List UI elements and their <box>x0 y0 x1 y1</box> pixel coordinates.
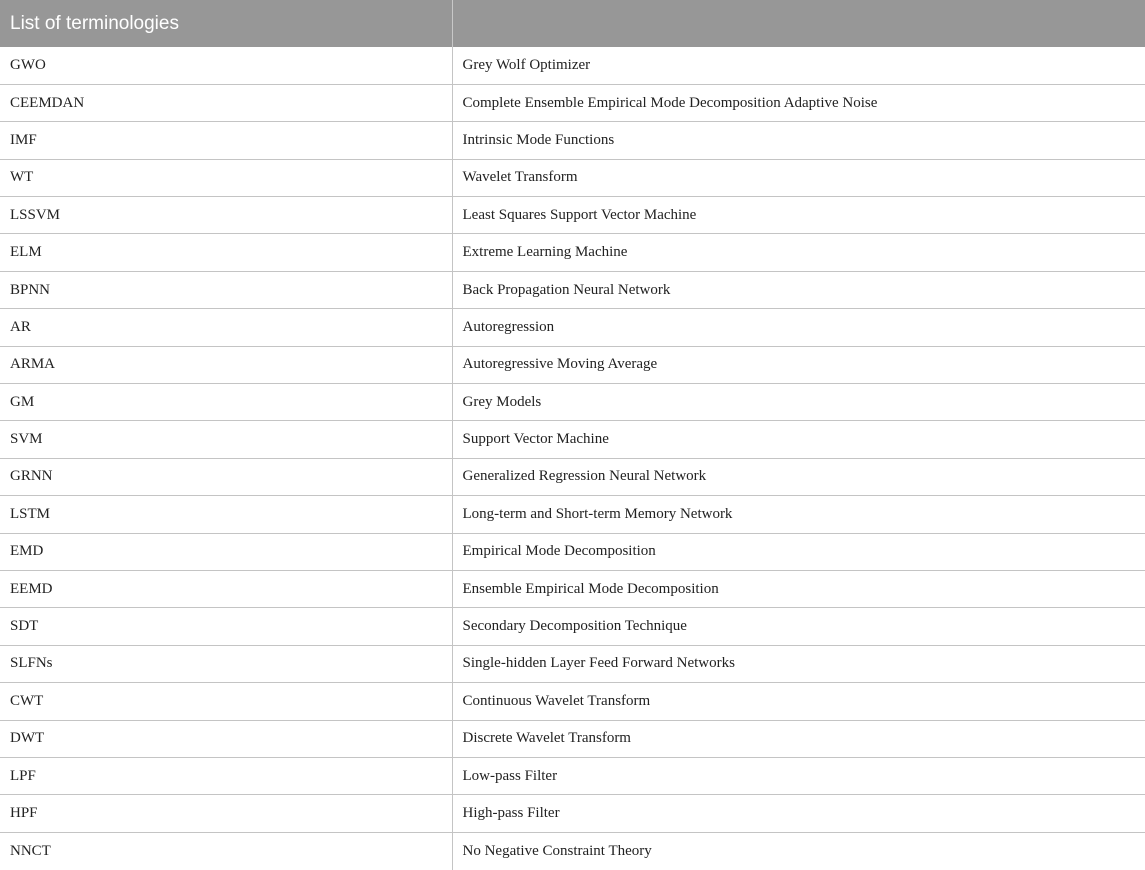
abbreviation-cell: AR <box>0 309 452 346</box>
abbreviation-cell: GRNN <box>0 458 452 495</box>
abbreviation-cell: IMF <box>0 122 452 159</box>
abbreviation-cell: DWT <box>0 720 452 757</box>
definition-cell: Support Vector Machine <box>452 421 1145 458</box>
table-header-row <box>0 0 1145 47</box>
definition-cell: Single-hidden Layer Feed Forward Networks <box>452 645 1145 682</box>
table-row <box>0 346 1145 383</box>
abbreviation-cell: CWT <box>0 683 452 720</box>
definition-cell: Intrinsic Mode Functions <box>452 122 1145 159</box>
definition-cell: Back Propagation Neural Network <box>452 271 1145 308</box>
table-body <box>0 47 1145 870</box>
table-row <box>0 309 1145 346</box>
abbreviation-cell: EMD <box>0 533 452 570</box>
header-cell-empty <box>452 0 1145 47</box>
table-row <box>0 84 1145 121</box>
definition-cell: Continuous Wavelet Transform <box>452 683 1145 720</box>
abbreviation-cell: LSSVM <box>0 197 452 234</box>
definition-cell: Discrete Wavelet Transform <box>452 720 1145 757</box>
abbreviation-cell: SDT <box>0 608 452 645</box>
table-row <box>0 683 1145 720</box>
table-row <box>0 271 1145 308</box>
definition-cell: Grey Wolf Optimizer <box>452 47 1145 84</box>
table-row <box>0 122 1145 159</box>
definition-cell: Low-pass Filter <box>452 757 1145 794</box>
definition-cell: Ensemble Empirical Mode Decomposition <box>452 570 1145 607</box>
table-row <box>0 720 1145 757</box>
definition-cell: Long-term and Short-term Memory Network <box>452 496 1145 533</box>
table-row <box>0 384 1145 421</box>
table-row <box>0 832 1145 869</box>
abbreviation-cell: LSTM <box>0 496 452 533</box>
abbreviation-cell: ELM <box>0 234 452 271</box>
table-row <box>0 234 1145 271</box>
abbreviation-cell: GWO <box>0 47 452 84</box>
definition-cell: Secondary Decomposition Technique <box>452 608 1145 645</box>
table-row <box>0 645 1145 682</box>
definition-cell: Wavelet Transform <box>452 159 1145 196</box>
abbreviation-cell: BPNN <box>0 271 452 308</box>
table-row <box>0 496 1145 533</box>
abbreviation-cell: SVM <box>0 421 452 458</box>
table-row <box>0 159 1145 196</box>
abbreviation-cell: HPF <box>0 795 452 832</box>
abbreviation-cell: WT <box>0 159 452 196</box>
table-row <box>0 533 1145 570</box>
abbreviation-cell: ARMA <box>0 346 452 383</box>
definition-cell: Empirical Mode Decomposition <box>452 533 1145 570</box>
abbreviation-cell: EEMD <box>0 570 452 607</box>
definition-cell: Autoregressive Moving Average <box>452 346 1145 383</box>
abbreviation-cell: SLFNs <box>0 645 452 682</box>
definition-cell: High-pass Filter <box>452 795 1145 832</box>
abbreviation-cell: NNCT <box>0 832 452 869</box>
abbreviation-cell: CEEMDAN <box>0 84 452 121</box>
table-row <box>0 197 1145 234</box>
definition-cell: Complete Ensemble Empirical Mode Decomposition Adaptive Noise <box>452 84 1145 121</box>
table-row <box>0 458 1145 495</box>
definition-cell: Least Squares Support Vector Machine <box>452 197 1145 234</box>
definition-cell: Grey Models <box>452 384 1145 421</box>
definition-cell: No Negative Constraint Theory <box>462 842 652 859</box>
table-row <box>0 608 1145 645</box>
definition-cell: Autoregression <box>452 309 1145 346</box>
table-row <box>0 421 1145 458</box>
header-cell-title: List of terminologies <box>0 0 452 47</box>
definition-cell: Extreme Learning Machine <box>452 234 1145 271</box>
abbreviation-cell: LPF <box>0 757 452 794</box>
table-row <box>0 570 1145 607</box>
definition-cell: Generalized Regression Neural Network <box>452 458 1145 495</box>
table-row <box>0 47 1145 84</box>
abbreviation-cell: GM <box>0 384 452 421</box>
table-row <box>0 757 1145 794</box>
table-row <box>0 795 1145 832</box>
